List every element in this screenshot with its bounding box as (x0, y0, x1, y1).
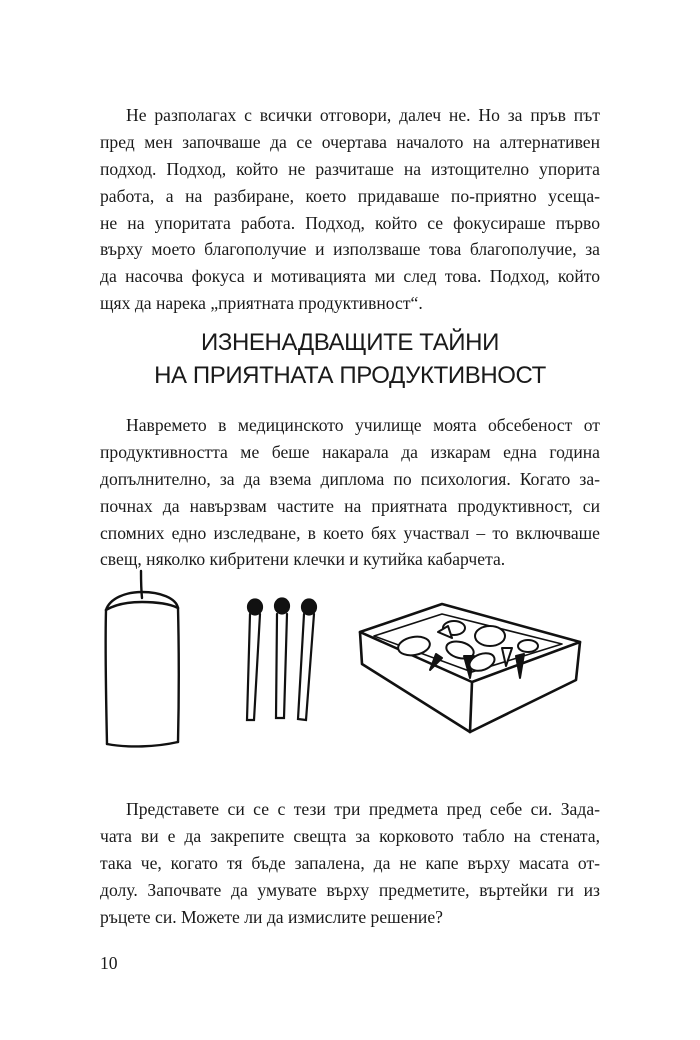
candle-drawing (98, 568, 194, 752)
text-line: Представете си се с тези три предмета пред себе си. Зада- (126, 799, 600, 819)
text-line: почнах да навързвам частите на приятната продуктивност, си (100, 495, 600, 516)
text-line: върху моето благополучие и използваше това благополучие, за (100, 239, 600, 260)
text-line: така че, когато тя бъде запалена, да не капе върху масата от- (100, 852, 600, 873)
text-line: свещ, няколко кибритени клечки и кутийка кабарчета. (100, 549, 506, 570)
text-line: продуктивността ме беше накарала да изкарам една година (100, 441, 600, 462)
text-line: долу. Започвате да умувате върху предметите, въртейки ги из (100, 879, 600, 900)
text-line: Навремето в медицинското училище моята обсебеност от (126, 415, 600, 435)
paragraph-intro (100, 102, 600, 317)
text-line: чата ви е да закрепите свещта за корковото табло на стената, (100, 825, 600, 846)
text-line: подход. Подход, който не разчиташе на изтощително упорита (100, 158, 600, 179)
heading-line: НА ПРИЯТНАТА ПРОДУКТИВНОСТ (154, 362, 546, 389)
text-line: Не разполагах с всички отговори, далеч не. Но за пръв път (126, 105, 600, 125)
text-line: пред мен започваше да се очертава началото на алтернативен (100, 131, 600, 152)
text-line: щях да нарека „приятната продуктивност“. (100, 293, 423, 314)
text-line: допълнително, за да взема диплома по психология. Когато за- (100, 468, 600, 489)
paragraph-task (100, 796, 600, 930)
page-number: 10 (100, 953, 118, 973)
text-line: да насочва фокуса и мотивацията ми след това. Подход, който (100, 266, 600, 287)
thumbtack-box-drawing (356, 598, 586, 736)
text-line: не на упоритата работа. Подход, който се фокусираше първо (100, 212, 600, 233)
section-heading (100, 326, 600, 392)
text-line: спомних едно изследване, в което бях участвал – то включваше (100, 522, 600, 543)
paragraph-study (100, 412, 600, 573)
heading-line: ИЗНЕНАДВАЩИТЕ ТАЙНИ (201, 329, 499, 356)
text-line: ръцете си. Можете ли да измислите решение? (100, 906, 443, 927)
text-line: работа, а на разбиране, което придаваше по-приятно усеща- (100, 185, 600, 206)
matches-drawing (238, 596, 330, 728)
